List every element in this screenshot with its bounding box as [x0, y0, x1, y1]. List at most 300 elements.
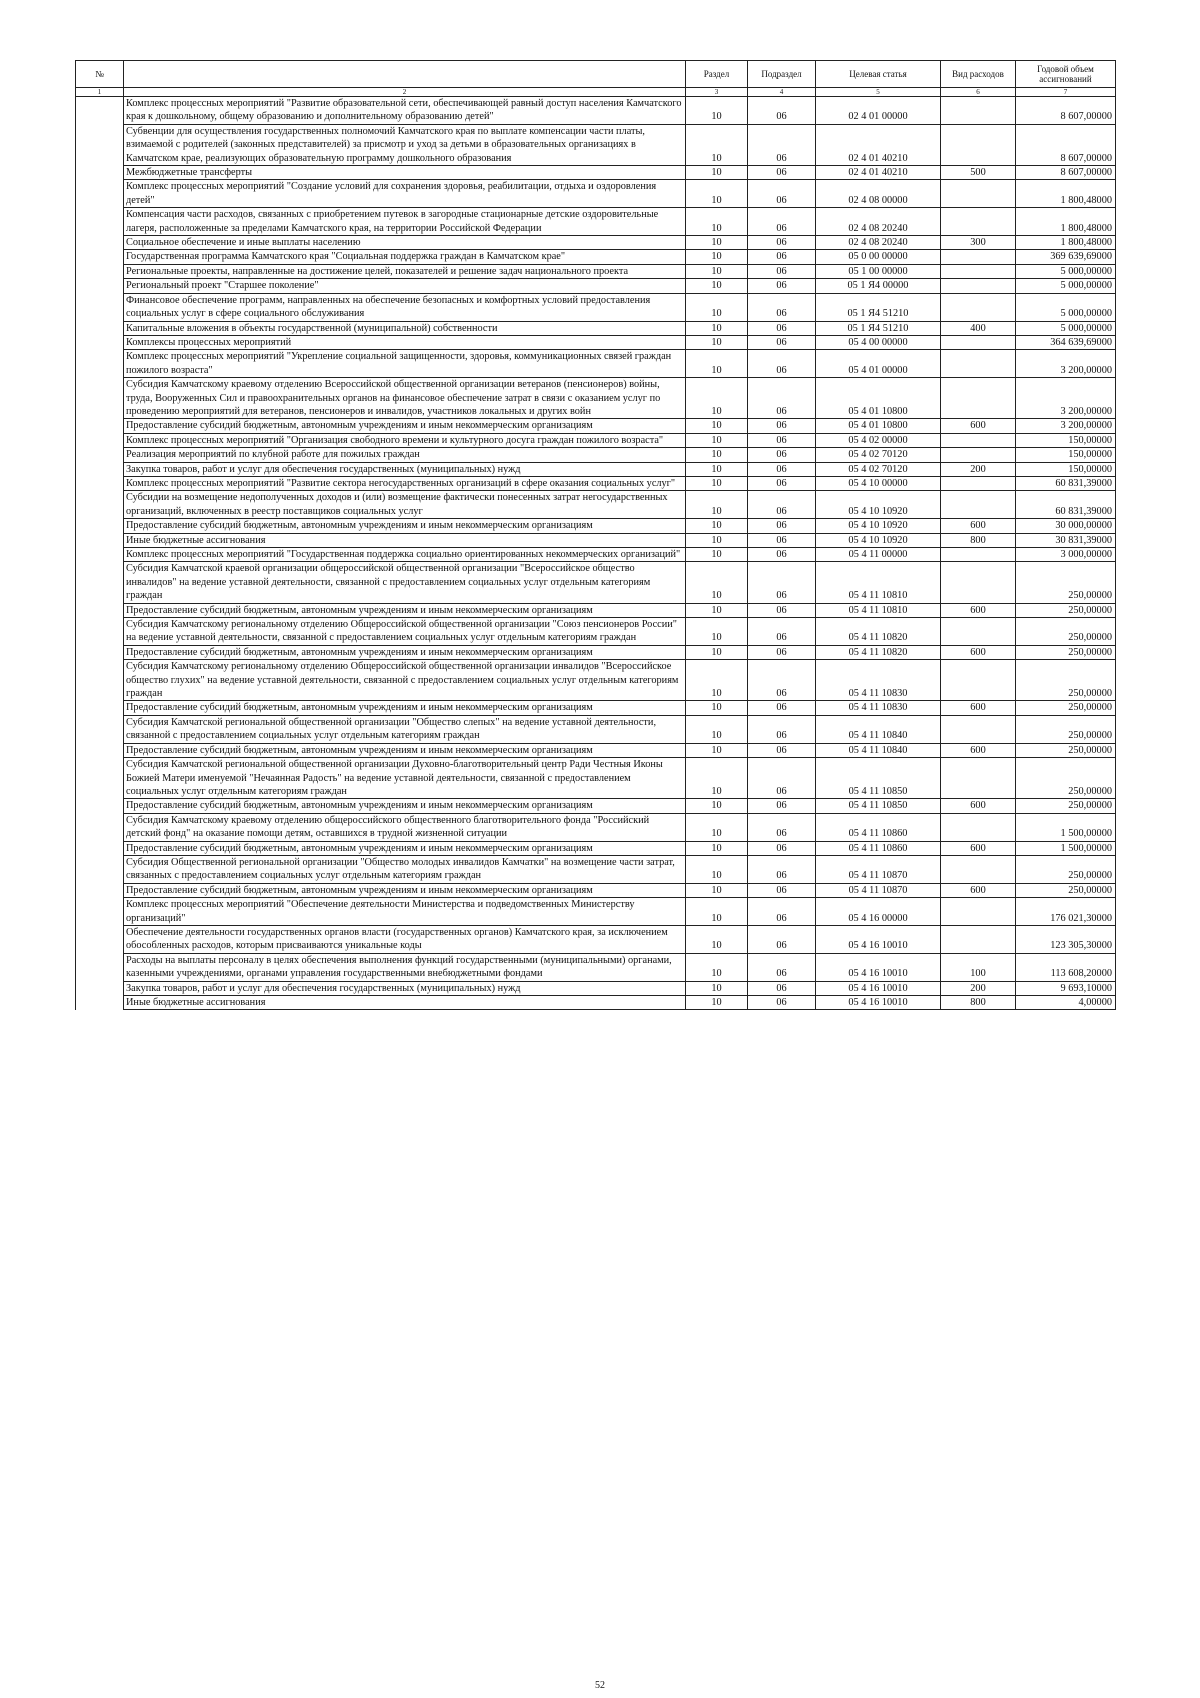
table-row [76, 715, 1116, 743]
row-target: 05 4 11 10810 [816, 603, 941, 617]
row-podrazdel: 06 [748, 841, 816, 855]
row-target: 05 4 11 10810 [816, 562, 941, 603]
row-name: Комплексы процессных мероприятий [124, 335, 686, 349]
row-name: Предоставление субсидий бюджетным, автономным учреждениям и иным некоммерческим организациям [124, 841, 686, 855]
row-amount: 150,00000 [1016, 462, 1116, 476]
table-row [76, 645, 1116, 659]
row-no-cell [76, 996, 124, 1010]
row-amount: 123 305,30000 [1016, 925, 1116, 953]
row-name: Комплекс процессных мероприятий "Развитие сектора негосударственных организаций в сфере оказания социальных услуг" [124, 476, 686, 490]
header-name [124, 61, 686, 88]
row-amount: 250,00000 [1016, 701, 1116, 715]
row-name: Субсидия Общественной региональной организации "Общество молодых инвалидов Камчатки" на возмещение части затрат, связанных с предоставлением социальных услуг отдельным категориям граждан [124, 855, 686, 883]
row-podrazdel: 06 [748, 519, 816, 533]
row-type [941, 279, 1016, 293]
row-amount: 250,00000 [1016, 562, 1116, 603]
row-podrazdel: 06 [748, 378, 816, 419]
row-podrazdel: 06 [748, 855, 816, 883]
row-razdel: 10 [686, 321, 748, 335]
row-podrazdel: 06 [748, 715, 816, 743]
row-amount: 250,00000 [1016, 855, 1116, 883]
table-row [76, 996, 1116, 1010]
row-target: 02 4 01 40210 [816, 124, 941, 165]
row-podrazdel: 06 [748, 476, 816, 490]
row-amount: 250,00000 [1016, 645, 1116, 659]
row-amount: 150,00000 [1016, 433, 1116, 447]
row-razdel: 10 [686, 562, 748, 603]
row-type: 600 [941, 883, 1016, 897]
header-target: Целевая статья [816, 61, 941, 88]
row-target: 05 4 02 70120 [816, 448, 941, 462]
table-row [76, 476, 1116, 490]
row-name: Межбюджетные трансферты [124, 166, 686, 180]
row-type: 200 [941, 462, 1016, 476]
row-target: 05 1 Я4 51210 [816, 321, 941, 335]
row-target: 05 1 Я4 00000 [816, 279, 941, 293]
row-razdel: 10 [686, 264, 748, 278]
row-no-cell [76, 813, 124, 841]
row-type: 600 [941, 701, 1016, 715]
row-type [941, 855, 1016, 883]
row-target: 05 4 16 10010 [816, 981, 941, 995]
row-razdel: 10 [686, 97, 748, 125]
row-amount: 8 607,00000 [1016, 97, 1116, 125]
row-podrazdel: 06 [748, 208, 816, 236]
row-razdel: 10 [686, 279, 748, 293]
row-no-cell [76, 448, 124, 462]
row-no-cell [76, 350, 124, 378]
header-podrazdel: Подраздел [748, 61, 816, 88]
row-amount: 150,00000 [1016, 448, 1116, 462]
row-name: Финансовое обеспечение программ, направленных на обеспечение безопасных и комфортных условий предоставления социальных услуг в сфере социального обслуживания [124, 293, 686, 321]
row-type: 600 [941, 419, 1016, 433]
row-razdel: 10 [686, 533, 748, 547]
row-amount: 3 200,00000 [1016, 419, 1116, 433]
row-no-cell [76, 715, 124, 743]
row-target: 05 1 Я4 51210 [816, 293, 941, 321]
row-type [941, 250, 1016, 264]
table-row [76, 491, 1116, 519]
row-no-cell [76, 236, 124, 250]
row-podrazdel: 06 [748, 603, 816, 617]
row-amount: 250,00000 [1016, 618, 1116, 646]
row-target: 05 4 11 10870 [816, 883, 941, 897]
table-row [76, 799, 1116, 813]
header-num-5: 5 [816, 88, 941, 97]
row-razdel: 10 [686, 799, 748, 813]
row-razdel: 10 [686, 350, 748, 378]
row-name: Субсидия Камчатскому краевому отделению общероссийского общественного благотворительного фонда "Российский детский фонд" на оказание помощи детям, оставшихся в трудной жизненной ситуации [124, 813, 686, 841]
row-no-cell [76, 519, 124, 533]
row-no-cell [76, 855, 124, 883]
row-no-cell [76, 925, 124, 953]
table-row [76, 124, 1116, 165]
row-type [941, 433, 1016, 447]
table-row [76, 236, 1116, 250]
header-num-6: 6 [941, 88, 1016, 97]
row-razdel: 10 [686, 701, 748, 715]
row-razdel: 10 [686, 519, 748, 533]
row-amount: 5 000,00000 [1016, 279, 1116, 293]
row-amount: 250,00000 [1016, 883, 1116, 897]
row-podrazdel: 06 [748, 250, 816, 264]
row-razdel: 10 [686, 715, 748, 743]
row-type: 600 [941, 841, 1016, 855]
row-podrazdel: 06 [748, 996, 816, 1010]
row-no-cell [76, 701, 124, 715]
row-podrazdel: 06 [748, 799, 816, 813]
row-amount: 113 608,20000 [1016, 953, 1116, 981]
row-type [941, 898, 1016, 926]
row-name: Комплекс процессных мероприятий "Создание условий для сохранения здоровья, реабилитации, отдыха и оздоровления детей" [124, 180, 686, 208]
row-razdel: 10 [686, 335, 748, 349]
row-type [941, 97, 1016, 125]
table-row [76, 953, 1116, 981]
row-podrazdel: 06 [748, 321, 816, 335]
row-podrazdel: 06 [748, 758, 816, 799]
row-target: 05 4 11 10870 [816, 855, 941, 883]
row-podrazdel: 06 [748, 97, 816, 125]
row-podrazdel: 06 [748, 264, 816, 278]
row-podrazdel: 06 [748, 462, 816, 476]
row-type [941, 813, 1016, 841]
row-name: Предоставление субсидий бюджетным, автономным учреждениям и иным некоммерческим организациям [124, 743, 686, 757]
row-razdel: 10 [686, 166, 748, 180]
row-podrazdel: 06 [748, 180, 816, 208]
row-no-cell [76, 335, 124, 349]
row-no-cell [76, 419, 124, 433]
row-no-cell [76, 321, 124, 335]
row-target: 05 4 02 70120 [816, 462, 941, 476]
row-type [941, 476, 1016, 490]
table-row [76, 603, 1116, 617]
row-razdel: 10 [686, 548, 748, 562]
row-amount: 1 500,00000 [1016, 813, 1116, 841]
row-no-cell [76, 250, 124, 264]
row-razdel: 10 [686, 883, 748, 897]
page-number: 52 [595, 1680, 605, 1691]
row-name: Предоставление субсидий бюджетным, автономным учреждениям и иным некоммерческим организациям [124, 519, 686, 533]
row-target: 05 4 16 10010 [816, 953, 941, 981]
row-name: Субсидия Камчатскому краевому отделению Всероссийской общественной организации ветеранов (пенсионеров) войны, труда, Вооруженных Сил и правоохранительных органов на финансовое обеспечение затрат в связи с оказанием услуг по проведению мероприятий для ветеранов, пенсионеров и инвалидов, участников локальных и других войн [124, 378, 686, 419]
row-target: 05 4 16 00000 [816, 898, 941, 926]
row-target: 05 4 11 10830 [816, 701, 941, 715]
row-target: 05 4 11 10840 [816, 715, 941, 743]
row-target: 05 4 11 10860 [816, 813, 941, 841]
row-no-cell [76, 758, 124, 799]
row-no-cell [76, 208, 124, 236]
row-type: 400 [941, 321, 1016, 335]
table-row [76, 855, 1116, 883]
row-name: Предоставление субсидий бюджетным, автономным учреждениям и иным некоммерческим организациям [124, 419, 686, 433]
row-target: 05 0 00 00000 [816, 250, 941, 264]
row-razdel: 10 [686, 603, 748, 617]
row-name: Иные бюджетные ассигнования [124, 533, 686, 547]
table-row [76, 981, 1116, 995]
row-name: Комплекс процессных мероприятий "Государственная поддержка социально ориентированных некоммерческих организаций" [124, 548, 686, 562]
table-row [76, 350, 1116, 378]
row-razdel: 10 [686, 981, 748, 995]
row-razdel: 10 [686, 898, 748, 926]
row-amount: 5 000,00000 [1016, 264, 1116, 278]
row-type [941, 335, 1016, 349]
row-razdel: 10 [686, 419, 748, 433]
row-razdel: 10 [686, 124, 748, 165]
row-razdel: 10 [686, 491, 748, 519]
row-razdel: 10 [686, 925, 748, 953]
table-row [76, 448, 1116, 462]
row-amount: 3 200,00000 [1016, 350, 1116, 378]
header-num-1: 1 [76, 88, 124, 97]
table-row [76, 180, 1116, 208]
row-target: 05 4 10 10920 [816, 491, 941, 519]
table-row [76, 335, 1116, 349]
row-type: 600 [941, 743, 1016, 757]
row-type [941, 264, 1016, 278]
row-target: 02 4 08 00000 [816, 180, 941, 208]
row-no-cell [76, 548, 124, 562]
row-razdel: 10 [686, 433, 748, 447]
table-row [76, 925, 1116, 953]
row-podrazdel: 06 [748, 533, 816, 547]
row-podrazdel: 06 [748, 660, 816, 701]
row-name: Комплекс процессных мероприятий "Развитие образовательной сети, обеспечивающей равный доступ населения Камчатского края к дошкольному, общему образованию и дополнительному образованию детей" [124, 97, 686, 125]
row-type [941, 562, 1016, 603]
row-name: Предоставление субсидий бюджетным, автономным учреждениям и иным некоммерческим организациям [124, 603, 686, 617]
row-amount: 9 693,10000 [1016, 981, 1116, 995]
table-row [76, 898, 1116, 926]
row-amount: 60 831,39000 [1016, 491, 1116, 519]
row-no-cell [76, 562, 124, 603]
row-name: Комплекс процессных мероприятий "Организация свободного времени и культурного досуга граждан пожилого возраста" [124, 433, 686, 447]
row-amount: 250,00000 [1016, 715, 1116, 743]
row-type [941, 448, 1016, 462]
row-target: 05 4 11 10840 [816, 743, 941, 757]
row-name: Субсидия Камчатскому региональному отделению Общероссийской общественной организации "Союз пенсионеров России" на ведение уставной деятельности, связанной с предоставлением социальных услуг отдельным категориям граждан [124, 618, 686, 646]
row-name: Комплекс процессных мероприятий "Укрепление социальной защищенности, здоровья, коммуникационных связей граждан пожилого возраста" [124, 350, 686, 378]
table-row [76, 883, 1116, 897]
row-type [941, 180, 1016, 208]
row-razdel: 10 [686, 293, 748, 321]
row-no-cell [76, 462, 124, 476]
row-target: 05 4 16 10010 [816, 925, 941, 953]
row-name: Региональный проект "Старшее поколение" [124, 279, 686, 293]
row-podrazdel: 06 [748, 645, 816, 659]
row-type: 600 [941, 645, 1016, 659]
row-amount: 1 500,00000 [1016, 841, 1116, 855]
row-type: 600 [941, 519, 1016, 533]
row-target: 05 4 01 00000 [816, 350, 941, 378]
row-amount: 250,00000 [1016, 603, 1116, 617]
row-razdel: 10 [686, 996, 748, 1010]
row-target: 05 4 00 00000 [816, 335, 941, 349]
table-row [76, 618, 1116, 646]
row-amount: 5 000,00000 [1016, 293, 1116, 321]
row-podrazdel: 06 [748, 618, 816, 646]
row-target: 05 4 11 10860 [816, 841, 941, 855]
row-type [941, 378, 1016, 419]
row-name: Социальное обеспечение и иные выплаты населению [124, 236, 686, 250]
row-podrazdel: 06 [748, 419, 816, 433]
row-no-cell [76, 180, 124, 208]
row-type [941, 715, 1016, 743]
header-no: № [76, 61, 124, 88]
row-type [941, 208, 1016, 236]
row-name: Региональные проекты, направленные на достижение целей, показателей и решение задач национального проекта [124, 264, 686, 278]
row-no-cell [76, 124, 124, 165]
table-row [76, 462, 1116, 476]
row-no-cell [76, 378, 124, 419]
row-razdel: 10 [686, 208, 748, 236]
row-podrazdel: 06 [748, 883, 816, 897]
row-name: Государственная программа Камчатского края "Социальная поддержка граждан в Камчатском крае" [124, 250, 686, 264]
row-no-cell [76, 883, 124, 897]
row-name: Предоставление субсидий бюджетным, автономным учреждениям и иным некоммерческим организациям [124, 701, 686, 715]
row-type [941, 548, 1016, 562]
row-no-cell [76, 533, 124, 547]
row-podrazdel: 06 [748, 925, 816, 953]
row-podrazdel: 06 [748, 548, 816, 562]
row-razdel: 10 [686, 660, 748, 701]
row-podrazdel: 06 [748, 953, 816, 981]
row-razdel: 10 [686, 236, 748, 250]
row-name: Субсидия Камчатской региональной общественной организации "Общество слепых" на ведение уставной деятельности, связанной с предоставлением социальных услуг отдельным категориям граждан [124, 715, 686, 743]
row-target: 02 4 01 00000 [816, 97, 941, 125]
row-target: 05 4 10 10920 [816, 533, 941, 547]
row-amount: 3 200,00000 [1016, 378, 1116, 419]
row-type [941, 758, 1016, 799]
row-razdel: 10 [686, 378, 748, 419]
row-target: 05 4 10 10920 [816, 519, 941, 533]
table-row [76, 250, 1116, 264]
row-no-cell [76, 279, 124, 293]
header-amount: Годовой объем ассигнований [1016, 61, 1116, 88]
row-no-cell [76, 264, 124, 278]
row-name: Предоставление субсидий бюджетным, автономным учреждениям и иным некоммерческим организациям [124, 799, 686, 813]
row-target: 05 4 11 10830 [816, 660, 941, 701]
row-name: Субсидии на возмещение недополученных доходов и (или) возмещение фактически понесенных затрат негосударственных организаций, включенных в реестр поставщиков социальных услуг [124, 491, 686, 519]
row-razdel: 10 [686, 250, 748, 264]
row-type: 200 [941, 981, 1016, 995]
table-row [76, 548, 1116, 562]
row-name: Комплекс процессных мероприятий "Обеспечение деятельности Министерства и подведомственных Министерству организаций" [124, 898, 686, 926]
row-no-cell [76, 660, 124, 701]
row-amount: 8 607,00000 [1016, 166, 1116, 180]
row-razdel: 10 [686, 813, 748, 841]
row-no-cell [76, 645, 124, 659]
table-row [76, 321, 1116, 335]
row-podrazdel: 06 [748, 491, 816, 519]
row-amount: 30 000,00000 [1016, 519, 1116, 533]
row-razdel: 10 [686, 462, 748, 476]
table-row [76, 97, 1116, 125]
row-type: 100 [941, 953, 1016, 981]
row-name: Капитальные вложения в объекты государственной (муниципальной) собственности [124, 321, 686, 335]
row-target: 05 4 01 10800 [816, 378, 941, 419]
row-target: 05 4 01 10800 [816, 419, 941, 433]
row-podrazdel: 06 [748, 743, 816, 757]
table-row [76, 293, 1116, 321]
row-name: Иные бюджетные ассигнования [124, 996, 686, 1010]
row-amount: 1 800,48000 [1016, 208, 1116, 236]
row-name: Закупка товаров, работ и услуг для обеспечения государственных (муниципальных) нужд [124, 981, 686, 995]
row-amount: 5 000,00000 [1016, 321, 1116, 335]
row-target: 02 4 01 40210 [816, 166, 941, 180]
row-target: 05 4 10 00000 [816, 476, 941, 490]
header-num-3: 3 [686, 88, 748, 97]
table-row [76, 743, 1116, 757]
table-row [76, 701, 1116, 715]
row-razdel: 10 [686, 180, 748, 208]
row-amount: 176 021,30000 [1016, 898, 1116, 926]
row-no-cell [76, 491, 124, 519]
row-name: Обеспечение деятельности государственных органов власти (государственных органов) Камчатского края, за исключением обособленных расходов, которым присваиваются уникальные коды [124, 925, 686, 953]
row-amount: 4,00000 [1016, 996, 1116, 1010]
row-name: Расходы на выплаты персоналу в целях обеспечения выполнения функций государственными (муниципальными) органами, казенными учреждениями, органами управления государственными внебюджетными фондами [124, 953, 686, 981]
table-header [76, 61, 1116, 97]
row-razdel: 10 [686, 448, 748, 462]
table-row [76, 533, 1116, 547]
row-target: 02 4 08 20240 [816, 208, 941, 236]
row-name: Компенсация части расходов, связанных с приобретением путевок в загородные стационарные детские оздоровительные лагеря, расположенные за пределами Камчатского края, на территории Российской Федерации [124, 208, 686, 236]
row-target: 05 4 16 10010 [816, 996, 941, 1010]
row-amount: 250,00000 [1016, 660, 1116, 701]
table-row [76, 562, 1116, 603]
row-no-cell [76, 97, 124, 125]
table-row [76, 660, 1116, 701]
row-name: Субсидия Камчатской краевой организации общероссийской общественной организации "Всероссийское общество инвалидов" на ведение уставной деятельности, связанной с предоставлением социальных услуг отдельным категориям граждан [124, 562, 686, 603]
row-target: 05 1 00 00000 [816, 264, 941, 278]
row-type [941, 925, 1016, 953]
row-no-cell [76, 166, 124, 180]
header-num-2: 2 [124, 88, 686, 97]
row-type [941, 293, 1016, 321]
row-type [941, 660, 1016, 701]
row-amount: 250,00000 [1016, 743, 1116, 757]
row-name: Предоставление субсидий бюджетным, автономным учреждениям и иным некоммерческим организациям [124, 645, 686, 659]
row-razdel: 10 [686, 841, 748, 855]
row-podrazdel: 06 [748, 701, 816, 715]
row-type [941, 350, 1016, 378]
row-name: Субсидия Камчатскому региональному отделению Общероссийской общественной организации инвалидов "Всероссийское общество глухих" на ведение уставной деятельности, связанной с предоставлением социальных услуг отдельным категориям граждан [124, 660, 686, 701]
row-podrazdel: 06 [748, 433, 816, 447]
row-amount: 369 639,69000 [1016, 250, 1116, 264]
header-razdel: Раздел [686, 61, 748, 88]
header-num-4: 4 [748, 88, 816, 97]
row-type [941, 491, 1016, 519]
row-no-cell [76, 603, 124, 617]
row-amount: 364 639,69000 [1016, 335, 1116, 349]
row-target: 05 4 11 10850 [816, 799, 941, 813]
row-name: Субвенции для осуществления государственных полномочий Камчатского края по выплате компенсации части платы, взимаемой с родителей (законных представителей) за присмотр и уход за детьми в образовательных организациях в Камчатском крае, реализующих образовательную программу дошкольного образования [124, 124, 686, 165]
row-podrazdel: 06 [748, 898, 816, 926]
row-no-cell [76, 898, 124, 926]
row-no-cell [76, 433, 124, 447]
row-podrazdel: 06 [748, 293, 816, 321]
row-target: 05 4 11 10820 [816, 618, 941, 646]
row-podrazdel: 06 [748, 124, 816, 165]
table-row [76, 166, 1116, 180]
row-razdel: 10 [686, 476, 748, 490]
row-amount: 1 800,48000 [1016, 180, 1116, 208]
row-razdel: 10 [686, 758, 748, 799]
row-amount: 250,00000 [1016, 799, 1116, 813]
table-row [76, 813, 1116, 841]
row-amount: 30 831,39000 [1016, 533, 1116, 547]
table-row [76, 208, 1116, 236]
row-podrazdel: 06 [748, 236, 816, 250]
row-no-cell [76, 293, 124, 321]
